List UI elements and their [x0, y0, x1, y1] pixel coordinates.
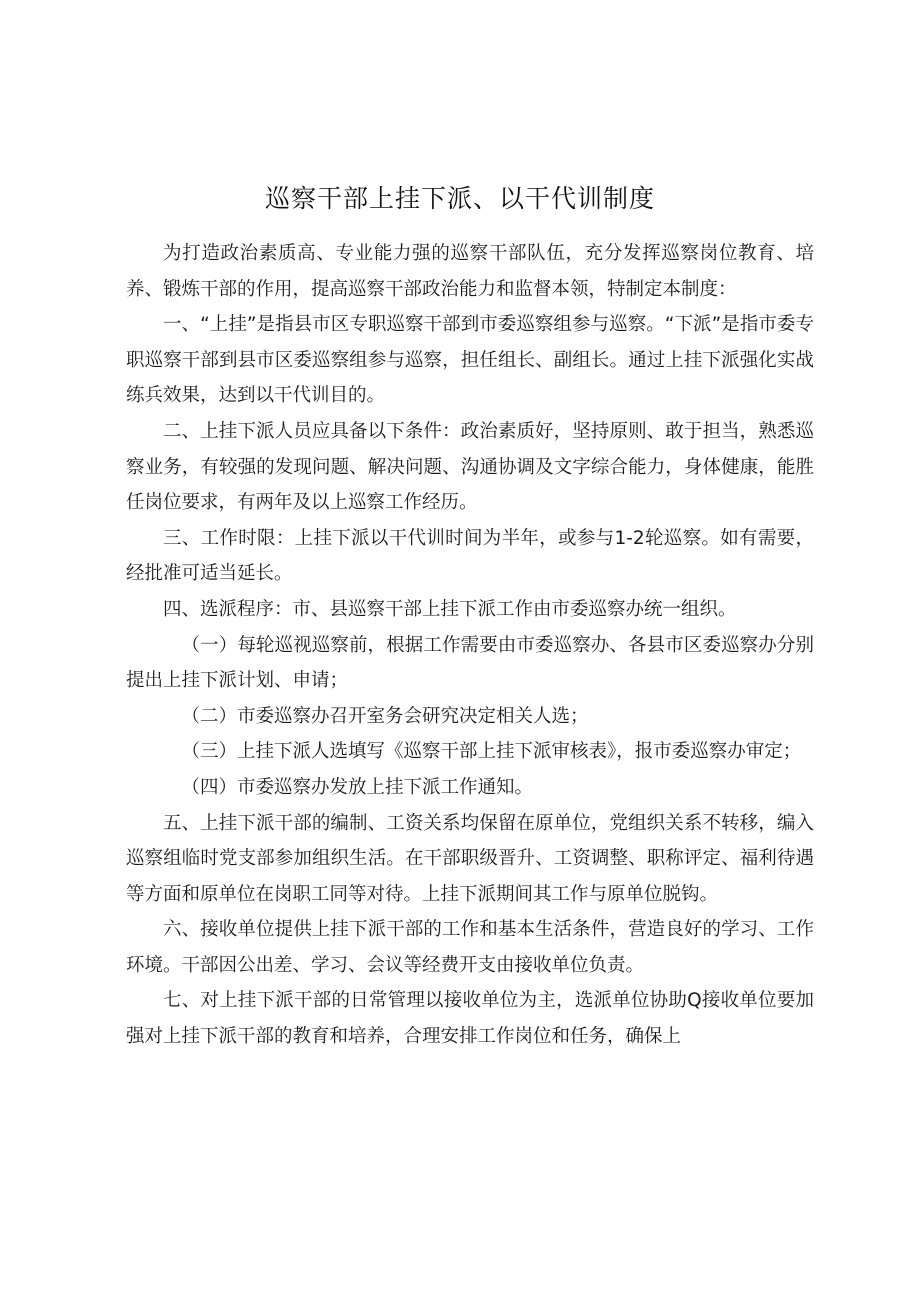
- paragraph-4: 四、选派程序：市、县巡察干部上挂下派工作由市委巡察办统一组织。: [163, 598, 737, 620]
- paragraph-1: 一、“上挂”是指县市区专职巡察干部到市委巡察组参与巡察。“下派”是指市委专职巡察干部到县市区委巡察组参与巡察，担任组长、副组长。通过上挂下派强化实战练兵效果，达到以干代训目的。: [126, 314, 814, 407]
- paragraph-3: 三、工作时限：上挂下派以干代训时间为半年，或参与1-2轮巡察。如有需要，经批准可适当延长。: [126, 527, 814, 585]
- paragraph-5: 五、上挂下派干部的编制、工资关系均保留在原单位，党组织关系不转移，编入巡察组临时党支部参加组织生活。在干部职级晋升、工资调整、职称评定、福利待遇等方面和原单位在岗职工同等对待。上挂下派期间其工作与原单位脱钩。: [126, 812, 814, 905]
- paragraph-4-item-1: （一）每轮巡视巡察前，根据工作需要由市委巡察办、各县市区委巡察办分别提出上挂下派计划、申请；: [126, 634, 814, 692]
- paragraph-6: 六、接收单位提供上挂下派干部的工作和基本生活条件，营造良好的学习、工作环境。干部因公出差、学习、会议等经费开支由接收单位负责。: [126, 919, 814, 976]
- paragraph-2: 二、上挂下派人员应具备以下条件：政治素质好，坚持原则、敢于担当，熟悉巡察业务，有较强的发现问题、解决问题、沟通协调及文字综合能力，身体健康，能胜任岗位要求，有两年及以上巡察工作经历。: [126, 420, 814, 514]
- document-title: 巡察干部上挂下派、以干代训制度: [264, 183, 655, 213]
- paragraph-4-item-2: （二）市委巡察办召开室务会研究决定相关人选；: [181, 705, 589, 727]
- paragraph-7: 七、对上挂下派干部的日常管理以接收单位为主，选派单位协助Q接收单位要加强对上挂下派干部的教育和培养，合理安排工作岗位和任务，确保上: [126, 990, 814, 1048]
- paragraph-4-item-4: （四）市委巡察办发放上挂下派工作通知。: [181, 776, 534, 798]
- paragraph-4-item-3: （三）上挂下派人选填写《巡察干部上挂下派审核表》，报市委巡察办审定；: [181, 741, 802, 763]
- document-body: [126, 236, 814, 1055]
- paragraph-intro: 为打造政治素质高、专业能力强的巡察干部队伍，充分发挥巡察岗位教育、培养、锻炼干部的作用，提高巡察干部政治能力和监督本领，特制定本制度：: [126, 243, 814, 300]
